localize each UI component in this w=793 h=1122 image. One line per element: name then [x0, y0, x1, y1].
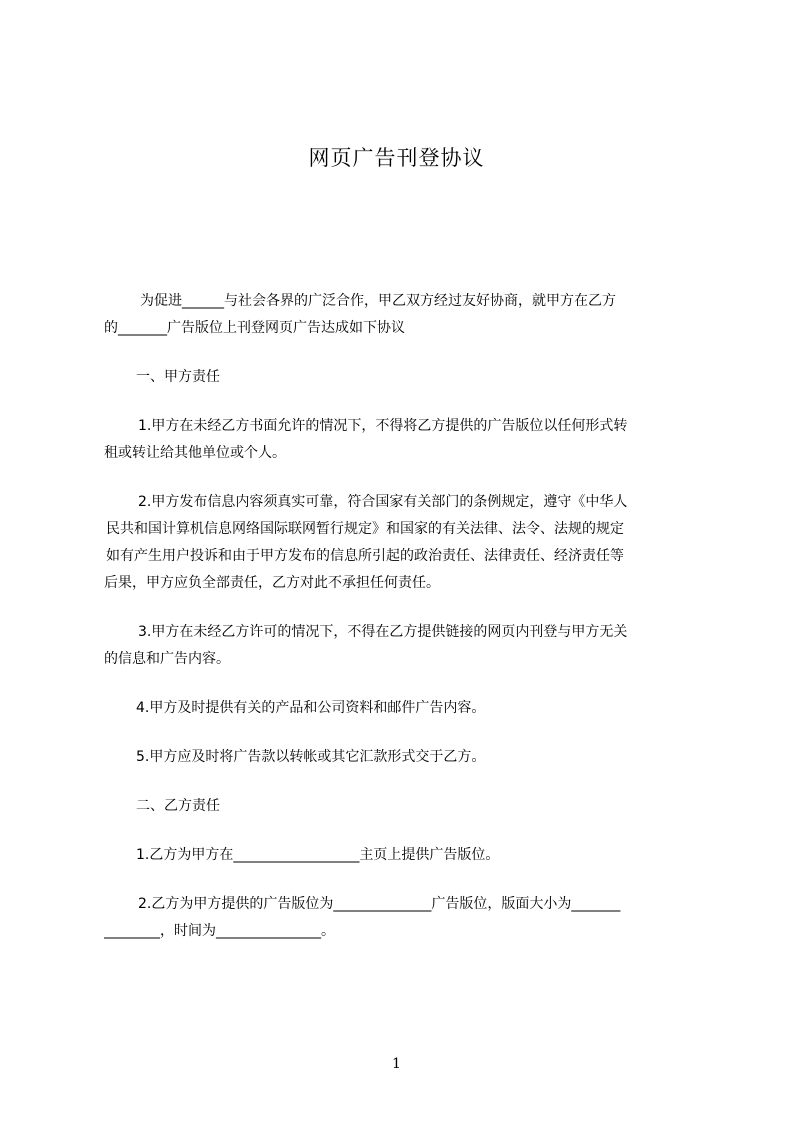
party-a-clause-4	[104, 695, 702, 722]
clause-line: 5.甲方应及时将广告款以转帐或其它汇款形式交于乙方。	[136, 749, 486, 765]
clause-line: 2.乙方为甲方提供的广告版位为______________广告版位，版面大小为_______	[138, 896, 621, 912]
clause-line: 1.乙方为甲方在__________________主页上提供广告版位。	[136, 847, 500, 863]
clause-line: 4.甲方及时提供有关的产品和公司资料和邮件广告内容。	[136, 700, 486, 716]
intro-paragraph	[104, 288, 702, 342]
clause-line: ________，时间为_______________。	[104, 923, 335, 939]
intro-line: 的_______广告版位上刊登网页广告达成如下协议	[104, 320, 405, 336]
party-a-clause-2	[104, 489, 702, 597]
party-a-clause-1	[104, 413, 702, 467]
clause-line: 1.甲方在未经乙方书面允许的情况下，不得将乙方提供的广告版位以任何形式转	[138, 418, 628, 434]
party-a-clause-3	[104, 619, 702, 673]
section-heading: 二、乙方责任	[136, 798, 220, 814]
clause-line: 后果，甲方应负全部责任，乙方对此不承担任何责任。	[104, 575, 440, 591]
clause-line: 如有产生用户投诉和由于甲方发布的信息所引起的政治责任、法律责任、经济责任等	[106, 548, 624, 564]
page-title: 网页广告刊登协议	[308, 146, 485, 170]
clause-line: 的信息和广告内容。	[104, 651, 230, 667]
clause-line: 民共和国计算机信息网络国际联网暂行规定》和国家的有关法律、法令、法规的规定	[106, 521, 624, 537]
page-number: 1	[392, 1056, 401, 1072]
section-heading-party-b	[104, 793, 702, 820]
section-heading-party-a	[104, 364, 702, 391]
party-a-clause-5	[104, 744, 702, 771]
clause-line: 租或转让给其他单位或个人。	[104, 445, 286, 461]
clause-line: 2.甲方发布信息内容须真实可靠，符合国家有关部门的条例规定，遵守《中华人	[138, 494, 628, 510]
clause-line: 3.甲方在未经乙方许可的情况下，不得在乙方提供链接的网页内刊登与甲方无关	[138, 624, 628, 640]
document-body	[104, 288, 702, 945]
intro-line: 为促进______与社会各界的广泛合作，甲乙双方经过友好协商，就甲方在乙方	[140, 293, 616, 309]
section-heading: 一、甲方责任	[136, 369, 220, 385]
party-b-clause-2	[104, 891, 702, 945]
party-b-clause-1	[104, 842, 702, 869]
